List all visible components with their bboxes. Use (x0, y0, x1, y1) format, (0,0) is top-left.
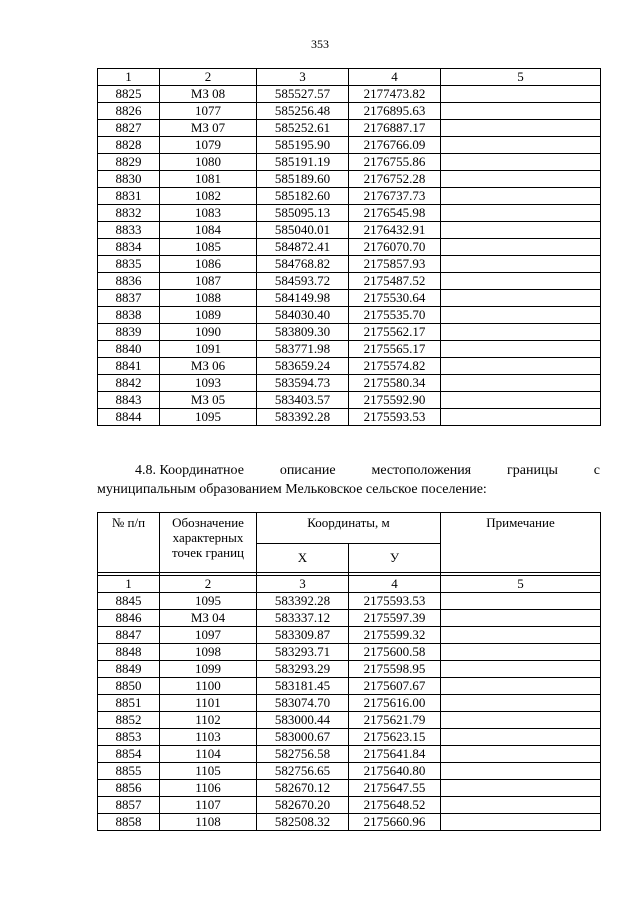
x-coordinate-cell: 582670.20 (257, 797, 349, 814)
point-designation-cell: 1088 (160, 290, 257, 307)
heading-word: с (593, 463, 600, 478)
point-designation-cell: 1097 (160, 627, 257, 644)
column-number: 1 (98, 576, 160, 593)
point-number-cell: 8851 (98, 695, 160, 712)
point-number-cell: 8836 (98, 273, 160, 290)
note-cell (441, 593, 601, 610)
point-number-cell: 8835 (98, 256, 160, 273)
heading-word: границы (507, 463, 558, 478)
table-row (98, 171, 601, 188)
note-cell (441, 678, 601, 695)
point-designation-cell: 1077 (160, 103, 257, 120)
x-coordinate-cell: 583181.45 (257, 678, 349, 695)
point-designation-cell: 1091 (160, 341, 257, 358)
y-coordinate-cell: 2176737.73 (349, 188, 441, 205)
x-coordinate-cell: 584030.40 (257, 307, 349, 324)
point-designation-cell: 1101 (160, 695, 257, 712)
point-number-cell: 8858 (98, 814, 160, 831)
table-row (98, 188, 601, 205)
point-number-cell: 8854 (98, 746, 160, 763)
point-number-cell: 8852 (98, 712, 160, 729)
point-number-cell: 8855 (98, 763, 160, 780)
y-coordinate-cell: 2175593.53 (349, 409, 441, 426)
table-row (98, 695, 601, 712)
table-row (98, 729, 601, 746)
point-number-cell: 8849 (98, 661, 160, 678)
x-coordinate-cell: 585182.60 (257, 188, 349, 205)
y-coordinate-cell: 2175857.93 (349, 256, 441, 273)
point-number-cell: 8829 (98, 154, 160, 171)
table-body (98, 86, 601, 426)
y-coordinate-cell: 2175640.80 (349, 763, 441, 780)
table-row (98, 239, 601, 256)
table-row (98, 120, 601, 137)
note-cell (441, 341, 601, 358)
column-number: 2 (160, 69, 257, 86)
heading-word: местоположения (371, 463, 472, 478)
point-number-cell: 8837 (98, 290, 160, 307)
x-coordinate-cell: 584149.98 (257, 290, 349, 307)
note-cell (441, 746, 601, 763)
table-row (98, 610, 601, 627)
table-row (98, 86, 601, 103)
note-cell (441, 290, 601, 307)
point-designation-cell: 1079 (160, 137, 257, 154)
table-row (98, 341, 601, 358)
note-cell (441, 188, 601, 205)
x-coordinate-cell: 583392.28 (257, 593, 349, 610)
y-coordinate-cell: 2176887.17 (349, 120, 441, 137)
note-cell (441, 729, 601, 746)
y-coordinate-cell: 2176070.70 (349, 239, 441, 256)
section-heading-line2: муниципальным образованием Мельковское сельское поселение: (97, 482, 487, 497)
point-number-cell: 8831 (98, 188, 160, 205)
table-row (98, 307, 601, 324)
point-designation-cell: 1084 (160, 222, 257, 239)
point-designation-cell: МЗ 08 (160, 86, 257, 103)
point-designation-cell: 1105 (160, 763, 257, 780)
table-row (98, 797, 601, 814)
y-coordinate-cell: 2175580.34 (349, 375, 441, 392)
x-coordinate-cell: 582508.32 (257, 814, 349, 831)
point-number-cell: 8825 (98, 86, 160, 103)
note-cell (441, 409, 601, 426)
y-coordinate-cell: 2175574.82 (349, 358, 441, 375)
table-row (98, 154, 601, 171)
point-designation-cell: 1102 (160, 712, 257, 729)
x-coordinate-cell: 583594.73 (257, 375, 349, 392)
point-designation-cell: 1103 (160, 729, 257, 746)
x-coordinate-cell: 583659.24 (257, 358, 349, 375)
column-number: 5 (441, 576, 601, 593)
note-cell (441, 154, 601, 171)
note-cell (441, 695, 601, 712)
table-row (98, 746, 601, 763)
column-number: 3 (257, 69, 349, 86)
column-number: 4 (349, 576, 441, 593)
y-coordinate-cell: 2175562.17 (349, 324, 441, 341)
table-row (98, 712, 601, 729)
point-number-cell: 8830 (98, 171, 160, 188)
page-number: 353 (311, 37, 329, 51)
x-coordinate-cell: 584768.82 (257, 256, 349, 273)
point-number-cell: 8842 (98, 375, 160, 392)
point-designation-cell: 1106 (160, 780, 257, 797)
column-number-row (98, 576, 601, 593)
table-row (98, 644, 601, 661)
header-number: № п/п (98, 513, 160, 573)
x-coordinate-cell: 583000.44 (257, 712, 349, 729)
note-cell (441, 375, 601, 392)
y-coordinate-cell: 2176895.63 (349, 103, 441, 120)
point-designation-cell: 1093 (160, 375, 257, 392)
point-designation-cell: 1099 (160, 661, 257, 678)
y-coordinate-cell: 2175616.00 (349, 695, 441, 712)
table-row (98, 222, 601, 239)
x-coordinate-cell: 585095.13 (257, 205, 349, 222)
note-cell (441, 661, 601, 678)
x-coordinate-cell: 582670.12 (257, 780, 349, 797)
section-heading (97, 461, 600, 499)
table-row (98, 103, 601, 120)
point-number-cell: 8826 (98, 103, 160, 120)
note-cell (441, 103, 601, 120)
point-designation-cell: 1081 (160, 171, 257, 188)
y-coordinate-cell: 2175598.95 (349, 661, 441, 678)
y-coordinate-cell: 2175487.52 (349, 273, 441, 290)
x-coordinate-cell: 585252.61 (257, 120, 349, 137)
table-row (98, 814, 601, 831)
section-heading-line1 (97, 461, 600, 480)
y-coordinate-cell: 2175597.39 (349, 610, 441, 627)
x-coordinate-cell: 585191.19 (257, 154, 349, 171)
table-row (98, 627, 601, 644)
note-cell (441, 256, 601, 273)
point-number-cell: 8832 (98, 205, 160, 222)
table-row (98, 392, 601, 409)
note-cell (441, 239, 601, 256)
table-row (98, 324, 601, 341)
table-row (98, 290, 601, 307)
note-cell (441, 324, 601, 341)
point-number-cell: 8838 (98, 307, 160, 324)
y-coordinate-cell: 2175641.84 (349, 746, 441, 763)
y-coordinate-cell: 2175648.52 (349, 797, 441, 814)
x-coordinate-cell: 583309.87 (257, 627, 349, 644)
x-coordinate-cell: 583074.70 (257, 695, 349, 712)
note-cell (441, 644, 601, 661)
y-coordinate-cell: 2175607.67 (349, 678, 441, 695)
point-designation-cell: 1104 (160, 746, 257, 763)
point-number-cell: 8845 (98, 593, 160, 610)
point-designation-cell: 1089 (160, 307, 257, 324)
table-row (98, 273, 601, 290)
column-number-row (98, 69, 601, 86)
note-cell (441, 763, 601, 780)
y-coordinate-cell: 2175600.58 (349, 644, 441, 661)
column-number: 2 (160, 576, 257, 593)
note-cell (441, 273, 601, 290)
point-number-cell: 8834 (98, 239, 160, 256)
point-designation-cell: 1082 (160, 188, 257, 205)
y-coordinate-cell: 2175599.32 (349, 627, 441, 644)
x-coordinate-cell: 582756.58 (257, 746, 349, 763)
column-number: 3 (257, 576, 349, 593)
point-designation-cell: МЗ 06 (160, 358, 257, 375)
note-cell (441, 307, 601, 324)
table-row (98, 678, 601, 695)
note-cell (441, 137, 601, 154)
y-coordinate-cell: 2176432.91 (349, 222, 441, 239)
note-cell (441, 797, 601, 814)
x-coordinate-cell: 583403.57 (257, 392, 349, 409)
point-number-cell: 8843 (98, 392, 160, 409)
table-body (98, 593, 601, 831)
y-coordinate-cell: 2175623.15 (349, 729, 441, 746)
x-coordinate-cell: 584872.41 (257, 239, 349, 256)
y-coordinate-cell: 2175621.79 (349, 712, 441, 729)
point-number-cell: 8840 (98, 341, 160, 358)
header-note: Примечание (441, 513, 601, 573)
point-designation-cell: 1108 (160, 814, 257, 831)
x-coordinate-cell: 583293.29 (257, 661, 349, 678)
table-row (98, 409, 601, 426)
point-designation-cell: 1086 (160, 256, 257, 273)
point-number-cell: 8844 (98, 409, 160, 426)
x-coordinate-cell: 583337.12 (257, 610, 349, 627)
y-coordinate-cell: 2175565.17 (349, 341, 441, 358)
coordinates-table (97, 512, 601, 831)
x-coordinate-cell: 585189.60 (257, 171, 349, 188)
point-number-cell: 8827 (98, 120, 160, 137)
table-row (98, 205, 601, 222)
point-number-cell: 8833 (98, 222, 160, 239)
x-coordinate-cell: 585527.57 (257, 86, 349, 103)
column-number: 5 (441, 69, 601, 86)
note-cell (441, 222, 601, 239)
point-number-cell: 8857 (98, 797, 160, 814)
x-coordinate-cell: 585040.01 (257, 222, 349, 239)
point-designation-cell: 1090 (160, 324, 257, 341)
point-designation-cell: МЗ 07 (160, 120, 257, 137)
x-coordinate-cell: 583293.71 (257, 644, 349, 661)
heading-word: описание (279, 463, 336, 478)
y-coordinate-cell: 2176766.09 (349, 137, 441, 154)
note-cell (441, 814, 601, 831)
y-coordinate-cell: 2175647.55 (349, 780, 441, 797)
point-number-cell: 8841 (98, 358, 160, 375)
coordinates-table-continued (97, 68, 601, 426)
y-coordinate-cell: 2176545.98 (349, 205, 441, 222)
header-y: У (349, 544, 441, 573)
table-row (98, 358, 601, 375)
table-row (98, 661, 601, 678)
note-cell (441, 86, 601, 103)
point-number-cell: 8848 (98, 644, 160, 661)
point-number-cell: 8856 (98, 780, 160, 797)
point-designation-cell: 1107 (160, 797, 257, 814)
table-row (98, 256, 601, 273)
point-designation-cell: 1083 (160, 205, 257, 222)
note-cell (441, 120, 601, 137)
point-designation-cell: 1087 (160, 273, 257, 290)
note-cell (441, 627, 601, 644)
point-designation-cell: 1080 (160, 154, 257, 171)
header-coordinates: Координаты, м (257, 513, 441, 544)
y-coordinate-cell: 2176752.28 (349, 171, 441, 188)
x-coordinate-cell: 583809.30 (257, 324, 349, 341)
note-cell (441, 171, 601, 188)
x-coordinate-cell: 583771.98 (257, 341, 349, 358)
note-cell (441, 392, 601, 409)
y-coordinate-cell: 2175535.70 (349, 307, 441, 324)
table-row (98, 763, 601, 780)
heading-word: 4.8. Координатное (135, 463, 244, 478)
point-number-cell: 8828 (98, 137, 160, 154)
point-designation-cell: МЗ 05 (160, 392, 257, 409)
x-coordinate-cell: 583000.67 (257, 729, 349, 746)
x-coordinate-cell: 582756.65 (257, 763, 349, 780)
x-coordinate-cell: 583392.28 (257, 409, 349, 426)
table-row (98, 780, 601, 797)
table-row (98, 375, 601, 392)
point-designation-cell: 1095 (160, 593, 257, 610)
y-coordinate-cell: 2177473.82 (349, 86, 441, 103)
point-designation-cell: 1100 (160, 678, 257, 695)
x-coordinate-cell: 584593.72 (257, 273, 349, 290)
header-x: Х (257, 544, 349, 573)
column-number: 4 (349, 69, 441, 86)
table-row (98, 137, 601, 154)
y-coordinate-cell: 2175660.96 (349, 814, 441, 831)
column-number: 1 (98, 69, 160, 86)
point-designation-cell: 1085 (160, 239, 257, 256)
y-coordinate-cell: 2175530.64 (349, 290, 441, 307)
point-designation-cell: МЗ 04 (160, 610, 257, 627)
note-cell (441, 205, 601, 222)
x-coordinate-cell: 585256.48 (257, 103, 349, 120)
point-number-cell: 8853 (98, 729, 160, 746)
point-designation-cell: 1098 (160, 644, 257, 661)
note-cell (441, 358, 601, 375)
y-coordinate-cell: 2176755.86 (349, 154, 441, 171)
x-coordinate-cell: 585195.90 (257, 137, 349, 154)
point-number-cell: 8850 (98, 678, 160, 695)
header-point-designation: Обозначение характерных точек границ (160, 513, 257, 573)
y-coordinate-cell: 2175592.90 (349, 392, 441, 409)
point-number-cell: 8846 (98, 610, 160, 627)
table-row (98, 593, 601, 610)
note-cell (441, 610, 601, 627)
point-number-cell: 8839 (98, 324, 160, 341)
point-designation-cell: 1095 (160, 409, 257, 426)
header-row (98, 513, 601, 544)
note-cell (441, 780, 601, 797)
point-number-cell: 8847 (98, 627, 160, 644)
note-cell (441, 712, 601, 729)
y-coordinate-cell: 2175593.53 (349, 593, 441, 610)
